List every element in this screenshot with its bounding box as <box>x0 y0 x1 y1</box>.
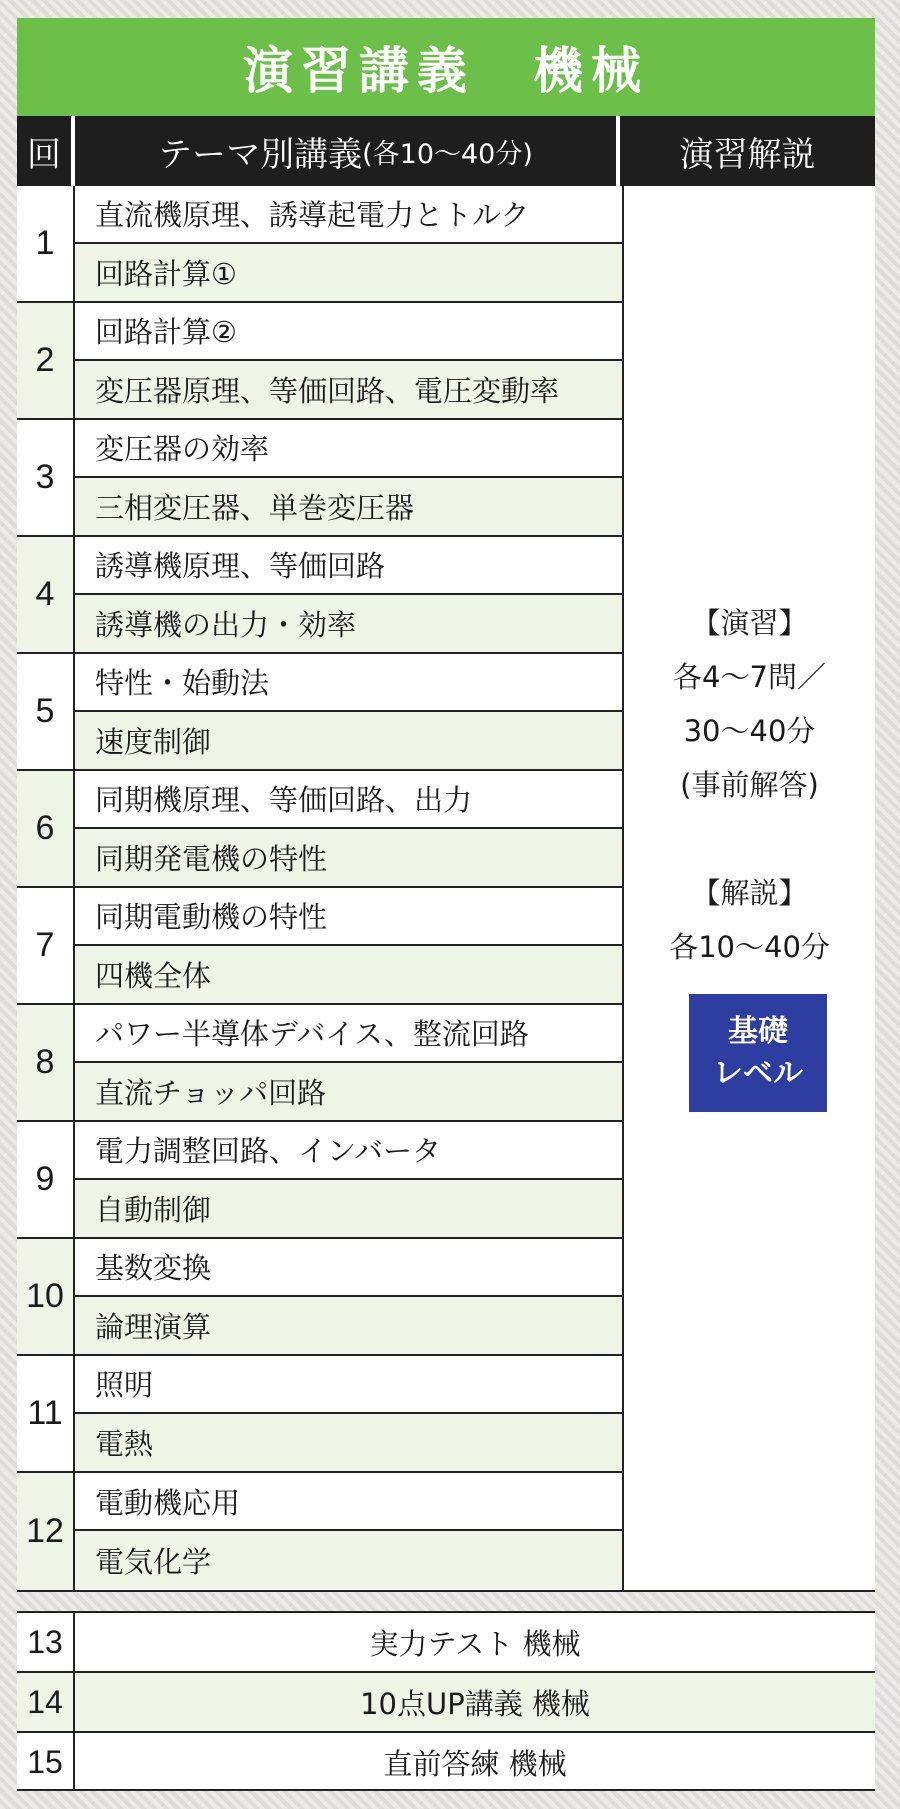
session-group <box>17 1356 622 1473</box>
lecture-topic: 回路計算② <box>75 303 622 361</box>
session-group <box>17 303 622 420</box>
session-group <box>17 1473 622 1590</box>
header-theme-label: テーマ別講義 <box>158 134 363 175</box>
session-number: 10 <box>17 1239 75 1354</box>
lecture-topic: 同期機原理、等価回路、出力 <box>75 771 622 829</box>
lecture-topic: 変圧器の効率 <box>75 420 622 478</box>
session-group <box>17 1122 622 1239</box>
lecture-topic: 電力調整回路、インバータ <box>75 1122 622 1180</box>
level-badge-line1: 基礎 <box>728 1014 788 1049</box>
session-number: 11 <box>17 1356 75 1471</box>
extra-session-label: 10点UP講義 機械 <box>75 1673 875 1731</box>
lecture-topic: 自動制御 <box>75 1180 622 1237</box>
lecture-topic: 同期発電機の特性 <box>75 829 622 886</box>
session-group <box>17 888 622 1005</box>
lecture-topic: 論理演算 <box>75 1297 622 1354</box>
lecture-topic: 速度制御 <box>75 712 622 769</box>
exercise-count: 各4～7問／ <box>673 660 826 694</box>
lecture-topic: 電熱 <box>75 1414 622 1471</box>
exercise-duration: 30～40分 <box>683 714 816 748</box>
extra-session-label: 直前答練 機械 <box>383 1746 567 1781</box>
session-group <box>17 186 622 303</box>
lecture-topic: パワー半導体デバイス、整流回路 <box>75 1005 622 1063</box>
session-number: 9 <box>17 1122 75 1237</box>
session-number: 2 <box>17 303 75 418</box>
extra-session-row <box>17 1613 875 1673</box>
exercise-column <box>624 186 875 1590</box>
header-theme <box>75 116 620 186</box>
lecture-topic: 直流チョッパ回路 <box>75 1063 622 1120</box>
level-badge <box>689 994 827 1112</box>
header-session-no: 回 <box>17 116 75 186</box>
table-header <box>17 116 875 186</box>
lecture-table <box>17 186 875 1592</box>
session-number: 5 <box>17 654 75 769</box>
header-theme-duration: (各10～40分) <box>362 138 533 170</box>
session-number: 1 <box>17 186 75 301</box>
lecture-topic: 照明 <box>75 1356 622 1414</box>
extra-session-number: 15 <box>17 1733 75 1791</box>
lecture-topic: 電気化学 <box>75 1531 622 1589</box>
lecture-topic: 誘導機の出力・効率 <box>75 595 622 652</box>
exercise-heading: 【演習】 <box>691 606 808 640</box>
header-exercise: 演習解説 <box>679 134 816 175</box>
session-group <box>17 420 622 537</box>
session-list <box>17 186 624 1590</box>
extra-session-row <box>17 1733 875 1791</box>
session-group <box>17 654 622 771</box>
session-group <box>17 537 622 654</box>
session-group <box>17 1005 622 1122</box>
session-number: 7 <box>17 888 75 1003</box>
extra-session-number: 14 <box>17 1673 75 1731</box>
session-group <box>17 1239 622 1356</box>
lecture-topic: 誘導機原理、等価回路 <box>75 537 622 595</box>
lecture-topic: 変圧器原理、等価回路、電圧変動率 <box>75 361 622 418</box>
explanation-duration: 各10～40分 <box>669 930 830 964</box>
lecture-topic: 回路計算① <box>75 244 622 301</box>
extra-session-label: 実力テスト 機械 <box>369 1626 581 1661</box>
session-number: 6 <box>17 771 75 886</box>
page-title: 演習講義 機械 <box>17 18 875 116</box>
exercise-info <box>624 596 875 974</box>
explanation-heading: 【解説】 <box>691 876 808 910</box>
session-group <box>17 771 622 888</box>
lecture-topic: 基数変換 <box>75 1239 622 1297</box>
lecture-topic: 同期電動機の特性 <box>75 888 622 946</box>
lecture-topic: 直流機原理、誘導起電力とトルク <box>75 186 622 244</box>
lecture-topic: 電動機応用 <box>75 1473 622 1531</box>
session-number: 12 <box>17 1473 75 1590</box>
lecture-topic: 特性・始動法 <box>75 654 622 712</box>
session-number: 3 <box>17 420 75 535</box>
level-badge-line2: レベル <box>713 1056 803 1091</box>
extra-session-row <box>17 1673 875 1733</box>
extra-session-number: 13 <box>17 1613 75 1671</box>
lecture-topic: 四機全体 <box>75 946 622 1003</box>
session-number: 8 <box>17 1005 75 1120</box>
extra-sessions-table <box>17 1611 875 1791</box>
exercise-note: (事前解答) <box>680 768 819 802</box>
session-number: 4 <box>17 537 75 652</box>
lecture-topic: 三相変圧器、単巻変圧器 <box>75 478 622 535</box>
